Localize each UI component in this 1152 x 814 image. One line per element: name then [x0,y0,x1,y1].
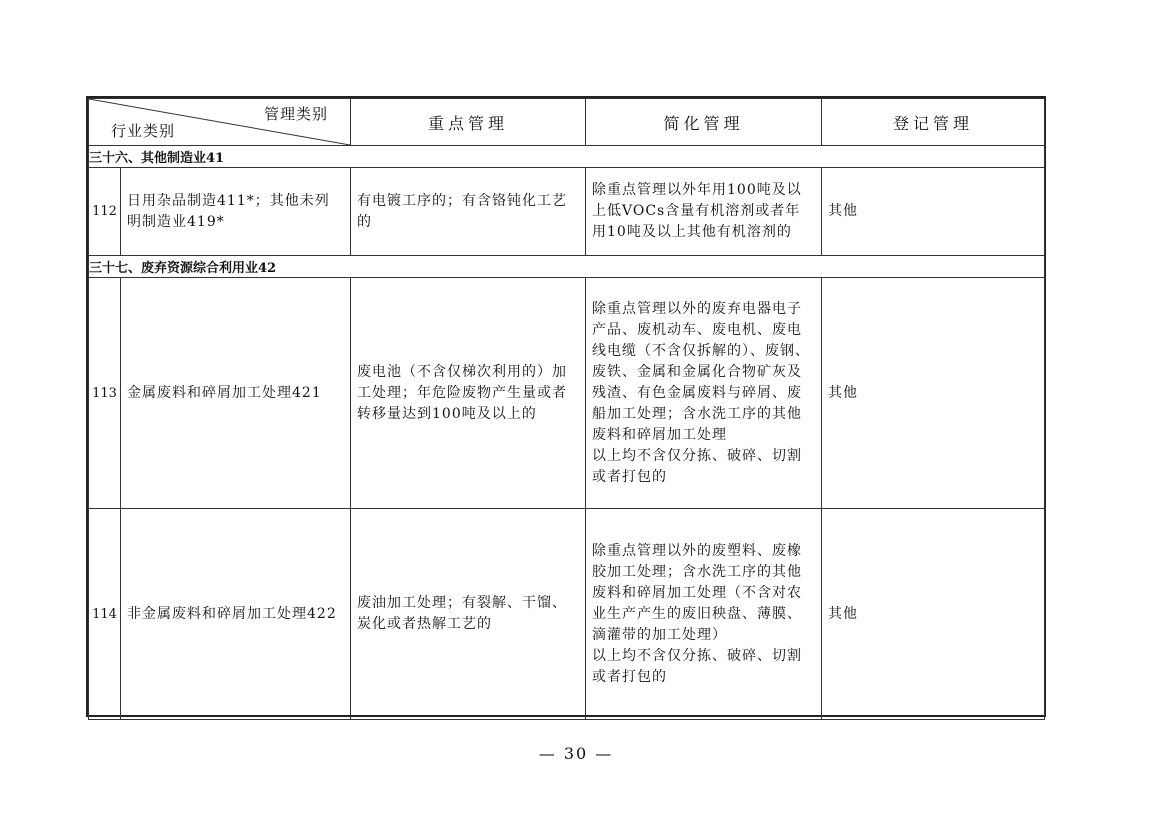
simplified-management-cell: 除重点管理以外年用100吨及以上低VOCs含量有机溶剂或者年用10吨及以上其他有机溶剂的 [586,168,822,256]
simplified-management-cell: 除重点管理以外的废弃电器电子产品、废机动车、废电机、废电线电缆（不含仅拆解的）、废钢、废铁、金属和金属化合物矿灰及残渣、有色金属废料与碎屑、废船加工处理；含水洗工序的其他废料和碎屑加工处理 以上均不含仅分拣、破碎、切割或者打包的 [586,278,822,509]
section-row [89,256,1045,278]
header-industry-category: 行业类别 [111,122,176,140]
row-number: 114 [89,509,121,720]
registration-management-cell: 其他 [822,509,1045,720]
table-row [89,278,1045,509]
page-number: — 30 — [538,744,614,763]
header-registration-management: 登记管理 [822,99,1045,146]
table-row [89,168,1045,256]
table-row [89,509,1045,720]
industry-cell: 日用杂品制造411*；其他未列明制造业419* [121,168,351,256]
section-title: 三十六、其他制造业41 [89,146,1045,168]
row-number: 112 [89,168,121,256]
regulation-table-container [86,96,1046,717]
row-number: 113 [89,278,121,509]
header-simplified-management: 简化管理 [586,99,822,146]
registration-management-cell: 其他 [822,168,1045,256]
regulation-table [88,98,1045,720]
table-header-row [89,99,1045,146]
key-management-cell: 废油加工处理；有裂解、干馏、炭化或者热解工艺的 [351,509,586,720]
registration-management-cell: 其他 [822,278,1045,509]
header-management-category: 管理类别 [263,105,328,123]
section-title: 三十七、废弃资源综合利用业42 [89,256,1045,278]
section-row [89,146,1045,168]
industry-cell: 非金属废料和碎屑加工处理422 [121,509,351,720]
diagonal-header-cell [89,99,351,146]
industry-cell: 金属废料和碎屑加工处理421 [121,278,351,509]
key-management-cell: 废电池（不含仅梯次利用的）加工处理；年危险废物产生量或者转移量达到100吨及以上的 [351,278,586,509]
simplified-management-cell: 除重点管理以外的废塑料、废橡胶加工处理；含水洗工序的其他废料和碎屑加工处理（不含对农业生产产生的废旧秧盘、薄膜、滴灌带的加工处理） 以上均不含仅分拣、破碎、切割或者打包的 [586,509,822,720]
key-management-cell: 有电镀工序的；有含铬钝化工艺的 [351,168,586,256]
header-key-management: 重点管理 [351,99,586,146]
